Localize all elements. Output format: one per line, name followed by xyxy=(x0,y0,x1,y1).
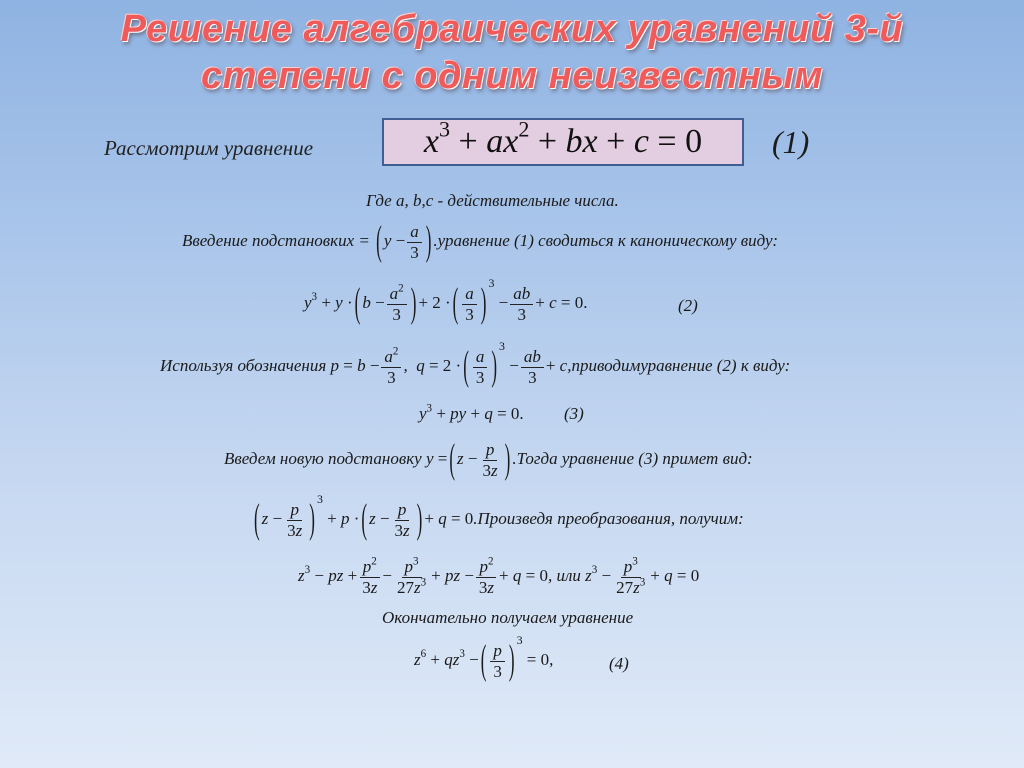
or-text: , или xyxy=(547,565,581,585)
notation-intro: Используя обозначения xyxy=(160,355,327,375)
new-substitution-line: Введем новую подстановку y = ( z − $\frac{p}{3z}$ ) .Тогда уравнение (3) примет вид: xyxy=(224,436,753,482)
equation-2-label: (2) xyxy=(678,296,698,315)
lead-text: Рассмотрим уравнение xyxy=(104,136,314,160)
equation-4-label: (4) xyxy=(609,654,629,673)
equation-1-label: (1) xyxy=(772,124,810,160)
cubic-equation-box xyxy=(382,118,744,166)
equation-3: $y^3$ + py + q = 0. xyxy=(419,402,524,423)
equation-4: $z^6 + qz^3$ − ( $\frac{p}{3}$ ) 3 = 0, xyxy=(414,633,554,683)
equation-3-label: (3) xyxy=(564,404,584,423)
new-substitution-tail: .Тогда уравнение (3) примет вид: xyxy=(512,448,753,468)
final-text: Окончательно получаем уравнение xyxy=(382,608,634,627)
slide-title xyxy=(0,6,1024,100)
notation-tail: ,приводимуравнение (2) к виду: xyxy=(567,355,791,375)
title-line-1: Решение алгебраических уравнений 3-й xyxy=(120,8,904,50)
substitution-line: Введение подстановких = ( y − $\frac{a}{3}$ ) .уравнение (1) сводиться к каноническому виду: xyxy=(182,218,779,264)
expanded-equation: $z^3$ − pz + $\frac{p^2}{3z}$ − $\frac{p^3}{27z^3}$ + pz − $\frac{p^2}{3z}$ + q = 0, или $z^3$ − $\frac{p^3}{27z^3}$ + q = 0 xyxy=(298,555,700,597)
transformation-tail: .Произведя преобразования, получим: xyxy=(473,508,744,528)
substitution-intro: Введение подстановких = xyxy=(182,230,370,250)
substitution-tail: уравнение (1) сводиться к каноническому виду: xyxy=(437,230,779,250)
title-line-2: степени с одним неизвестным xyxy=(200,55,824,97)
notation-line: Используя обозначения p = b − $\frac{a^2}{3}$ , q = 2 · ( $\frac{a}{3}$ ) 3 − $\frac{ab}{3}$ + c,приводимуравнение (2) к виду: xyxy=(160,339,791,389)
new-substitution-intro: Введем новую подстановку xyxy=(224,448,422,468)
where-line xyxy=(366,191,619,211)
transformation-line: ( z − $\frac{p}{3z}$ ) 3 + p · ( z − $\frac{p}{3z}$ ) + q = 0.Произведя преобразования, получим: xyxy=(254,492,744,542)
equation-2: $y^3 + y$ · ( b − $\frac{a^2}{3}$ ) + 2 · ( $\frac{a}{3}$ ) 3 − $\frac{ab}{3}$ + c = 0. xyxy=(304,276,588,326)
where-text: Где a, b,c - действительные числа. xyxy=(366,191,619,210)
cubic-equation: $x^3 + ax^2$ + bx + c = 0 xyxy=(423,116,703,160)
